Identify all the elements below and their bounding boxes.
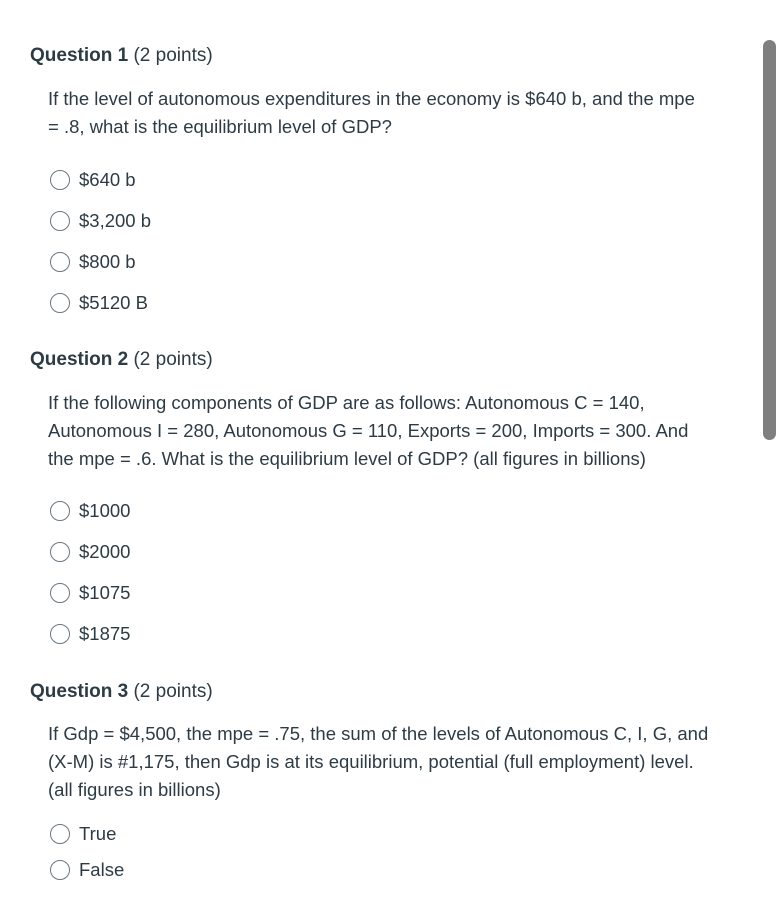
radio-button[interactable] xyxy=(50,501,70,521)
radio-button[interactable] xyxy=(50,542,70,562)
scrollbar-thumb[interactable] xyxy=(763,40,776,440)
answer-option[interactable] xyxy=(50,241,151,282)
radio-button[interactable] xyxy=(50,583,70,603)
radio-button[interactable] xyxy=(50,252,70,272)
question-text-line: Autonomous I = 280, Autonomous G = 110, Exports = 200, Imports = 300. And xyxy=(48,420,689,441)
question-text xyxy=(48,85,763,141)
radio-button[interactable] xyxy=(50,624,70,644)
radio-button[interactable] xyxy=(50,211,70,231)
answer-label: $2000 xyxy=(79,540,131,562)
question-text xyxy=(48,389,763,473)
question-number: Question 2 xyxy=(30,349,129,370)
question-text-line: = .8, what is the equilibrium level of GDP? xyxy=(48,116,392,137)
question-text-line: If the level of autonomous expenditures in the economy is $640 b, and the mpe xyxy=(48,88,695,109)
question-title xyxy=(30,349,213,371)
question-text-line: the mpe = .6. What is the equilibrium level of GDP? (all figures in billions) xyxy=(48,448,646,469)
answer-option[interactable] xyxy=(50,852,124,888)
answer-label: $800 b xyxy=(79,250,136,272)
question-text-line: (all figures in billions) xyxy=(48,779,221,800)
question-text xyxy=(48,720,763,804)
answer-list xyxy=(50,490,130,654)
answer-label: $640 b xyxy=(79,168,136,190)
question-title xyxy=(30,45,213,67)
answer-option[interactable] xyxy=(50,159,151,200)
answer-option[interactable] xyxy=(50,613,130,654)
radio-button[interactable] xyxy=(50,824,70,844)
answer-label: $1875 xyxy=(79,622,131,644)
answer-label: $5120 B xyxy=(79,291,148,313)
radio-button[interactable] xyxy=(50,860,70,880)
answer-option[interactable] xyxy=(50,490,130,531)
question-points: (2 points) xyxy=(133,45,213,66)
answer-label: True xyxy=(79,823,117,844)
answer-label: $1000 xyxy=(79,499,131,521)
radio-button[interactable] xyxy=(50,170,70,190)
scrollbar[interactable] xyxy=(763,40,776,440)
question-title xyxy=(30,681,213,703)
answer-label: $1075 xyxy=(79,581,131,603)
answer-list xyxy=(50,159,151,323)
answer-option[interactable] xyxy=(50,816,124,852)
question-text-line: (X-M) is #1,175, then Gdp is at its equilibrium, potential (full employment) level. xyxy=(48,751,694,772)
question-points: (2 points) xyxy=(133,681,213,702)
question-points: (2 points) xyxy=(133,349,213,370)
answer-option[interactable] xyxy=(50,282,151,323)
answer-label: $3,200 b xyxy=(79,209,152,231)
answer-option[interactable] xyxy=(50,572,130,613)
answer-option[interactable] xyxy=(50,200,151,241)
question-number: Question 1 xyxy=(30,45,129,66)
answer-label: False xyxy=(79,859,125,880)
answer-list xyxy=(50,816,124,888)
question-text-line: If the following components of GDP are as follows: Autonomous C = 140, xyxy=(48,392,645,413)
answer-option[interactable] xyxy=(50,531,130,572)
question-text-line: If Gdp = $4,500, the mpe = .75, the sum of the levels of Autonomous C, I, G, and xyxy=(48,723,709,744)
question-number: Question 3 xyxy=(30,681,129,702)
radio-button[interactable] xyxy=(50,293,70,313)
